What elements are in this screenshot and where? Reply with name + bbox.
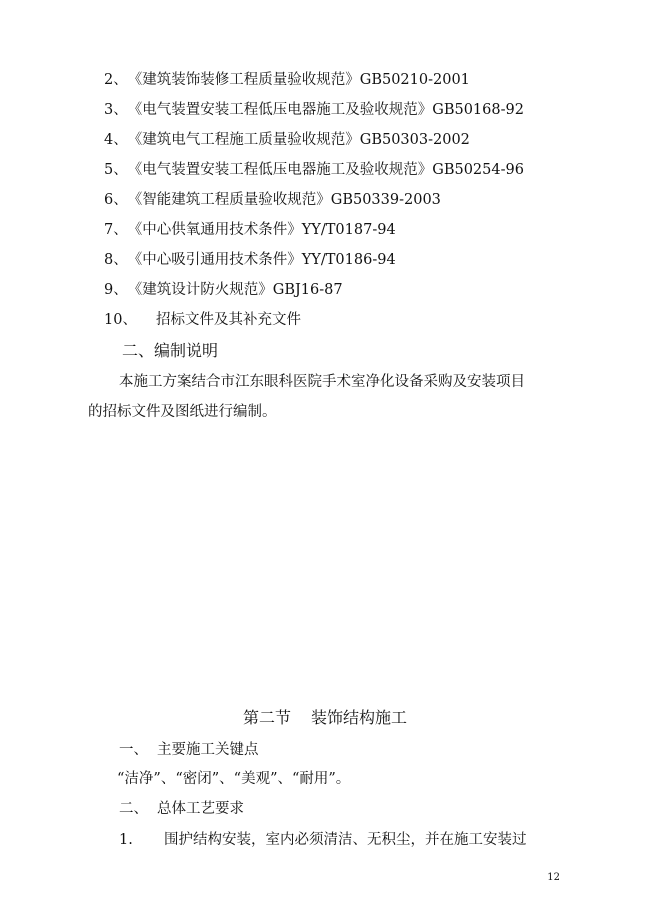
list-item-text: 《建筑装饰装修工程质量验收规范》GB50210-2001 <box>127 72 470 88</box>
list-item <box>104 101 524 119</box>
list-item-number: 8、 <box>104 252 128 268</box>
section-number: 第二节 <box>242 708 291 727</box>
list-item-text: 《中心供氧通用技术条件》YY/T0187-94 <box>127 222 396 238</box>
list-item <box>104 131 470 149</box>
compile-heading: 二、编制说明 <box>122 341 219 360</box>
list-item <box>104 311 301 329</box>
list-item-number: 7、 <box>104 222 128 238</box>
section-title <box>0 708 650 728</box>
list-item-text: 《建筑电气工程施工质量验收规范》GB50303-2002 <box>127 132 470 148</box>
compile-paragraph-line1: 本施工方案结合市江东眼科医院手术室净化设备采购及安装项目 <box>119 374 525 390</box>
process-number: 二、 <box>119 801 148 817</box>
list-item-number: 9、 <box>104 282 128 298</box>
list-item-number: 2、 <box>104 72 128 88</box>
list-item <box>104 191 441 209</box>
list-item-number: 5、 <box>104 162 128 178</box>
list-item <box>104 71 470 89</box>
compile-paragraph-line2: 的招标文件及图纸进行编制。 <box>88 404 277 420</box>
list-item-number: 4、 <box>104 132 128 148</box>
list-item-number: 3、 <box>104 102 128 118</box>
list-item <box>104 161 524 179</box>
step-text: 围护结构安装，室内必须清洁、无积尘，并在施工安装过 <box>164 832 527 848</box>
key-points-label: 主要施工关键点 <box>157 742 259 758</box>
list-item-text: 《电气装置安装工程低压电器施工及验收规范》GB50254-96 <box>127 162 524 178</box>
list-item <box>104 281 343 299</box>
list-item-text: 《智能建筑工程质量验收规范》GB50339-2003 <box>127 192 441 208</box>
list-item <box>104 251 396 269</box>
list-item-text: 《中心吸引通用技术条件》YY/T0186-94 <box>127 252 396 268</box>
key-points-content: “洁净”、“密闭”、“美观”、“耐用”。 <box>117 771 351 787</box>
key-points-number: 一、 <box>119 742 148 758</box>
process-heading <box>119 800 244 818</box>
step-number: 1. <box>119 832 133 848</box>
list-item-number: 6、 <box>104 192 128 208</box>
section-name: 装饰结构施工 <box>311 708 408 727</box>
list-item <box>104 221 396 239</box>
key-points-heading <box>119 741 259 759</box>
process-label: 总体工艺要求 <box>157 801 244 817</box>
list-item-text: 招标文件及其补充文件 <box>156 312 301 328</box>
page-number: 12 <box>547 872 560 883</box>
list-item-text: 《建筑设计防火规范》GBJ16-87 <box>127 282 343 298</box>
list-item-text: 《电气装置安装工程低压电器施工及验收规范》GB50168-92 <box>127 102 524 118</box>
list-item-number: 10、 <box>104 312 137 328</box>
step-item <box>119 831 527 849</box>
